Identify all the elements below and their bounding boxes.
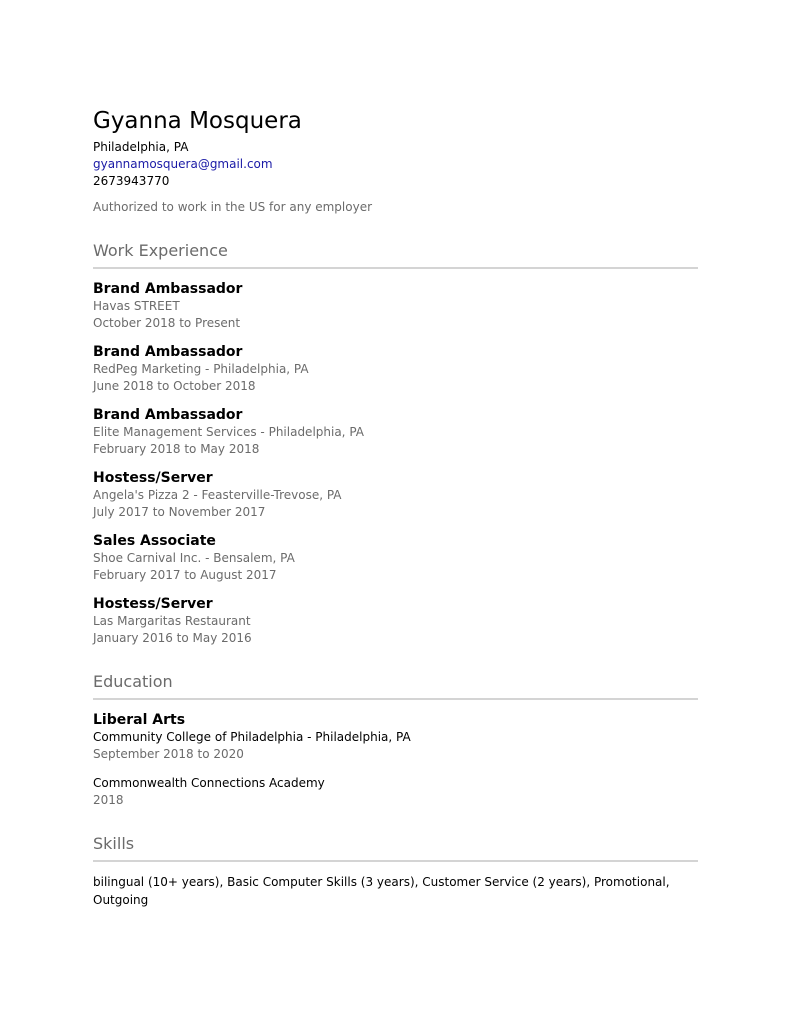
job-company: Shoe Carnival Inc. - Bensalem, PA: [93, 551, 295, 565]
job-entry: [93, 406, 698, 458]
job-company: Angela's Pizza 2 - Feasterville-Trevose, PA: [93, 488, 342, 502]
section-divider: [93, 860, 698, 862]
job-title: Brand Ambassador: [93, 344, 243, 360]
work-experience-heading: Work Experience: [93, 241, 228, 260]
section-divider: [93, 698, 698, 700]
skills-list: bilingual (10+ years), Basic Computer Skills (3 years), Customer Service (2 years), Promotional, Outgoing: [93, 875, 670, 907]
job-title: Sales Associate: [93, 533, 216, 549]
section-divider: [93, 267, 698, 269]
contact-block: [93, 139, 698, 190]
phone: 2673943770: [93, 174, 170, 188]
school-name: Community College of Philadelphia - Philadelphia, PA: [93, 730, 411, 744]
candidate-name: Gyanna Mosquera: [93, 108, 302, 134]
job-company: Elite Management Services - Philadelphia, PA: [93, 425, 364, 439]
job-dates: July 2017 to November 2017: [93, 505, 266, 519]
job-company: RedPeg Marketing - Philadelphia, PA: [93, 362, 309, 376]
education-dates: September 2018 to 2020: [93, 747, 244, 761]
job-entry: [93, 343, 698, 395]
job-dates: February 2017 to August 2017: [93, 568, 277, 582]
job-company: Las Margaritas Restaurant: [93, 614, 251, 628]
work-authorization: Authorized to work in the US for any employer: [93, 200, 373, 214]
education-entry: [93, 775, 698, 809]
email-link[interactable]: gyannamosquera@gmail.com: [93, 157, 273, 171]
location: Philadelphia, PA: [93, 140, 189, 154]
job-entry: [93, 469, 698, 521]
skills-heading: Skills: [93, 834, 135, 853]
job-entry: [93, 595, 698, 647]
education-dates: 2018: [93, 793, 124, 807]
job-dates: June 2018 to October 2018: [93, 379, 256, 393]
job-entry: [93, 532, 698, 584]
job-dates: October 2018 to Present: [93, 316, 241, 330]
education-section: [93, 671, 698, 809]
school-name: Commonwealth Connections Academy: [93, 776, 325, 790]
job-dates: January 2016 to May 2016: [93, 631, 252, 645]
work-experience-section: [93, 240, 698, 647]
job-title: Hostess/Server: [93, 470, 213, 486]
job-dates: February 2018 to May 2018: [93, 442, 260, 456]
resume-page: [93, 106, 698, 909]
job-title: Brand Ambassador: [93, 281, 243, 297]
education-heading: Education: [93, 672, 173, 691]
job-entry: [93, 280, 698, 332]
job-company: Havas STREET: [93, 299, 180, 313]
education-entry: [93, 711, 698, 763]
degree-title: Liberal Arts: [93, 712, 186, 728]
job-title: Brand Ambassador: [93, 407, 243, 423]
skills-section: [93, 833, 698, 909]
job-title: Hostess/Server: [93, 596, 213, 612]
